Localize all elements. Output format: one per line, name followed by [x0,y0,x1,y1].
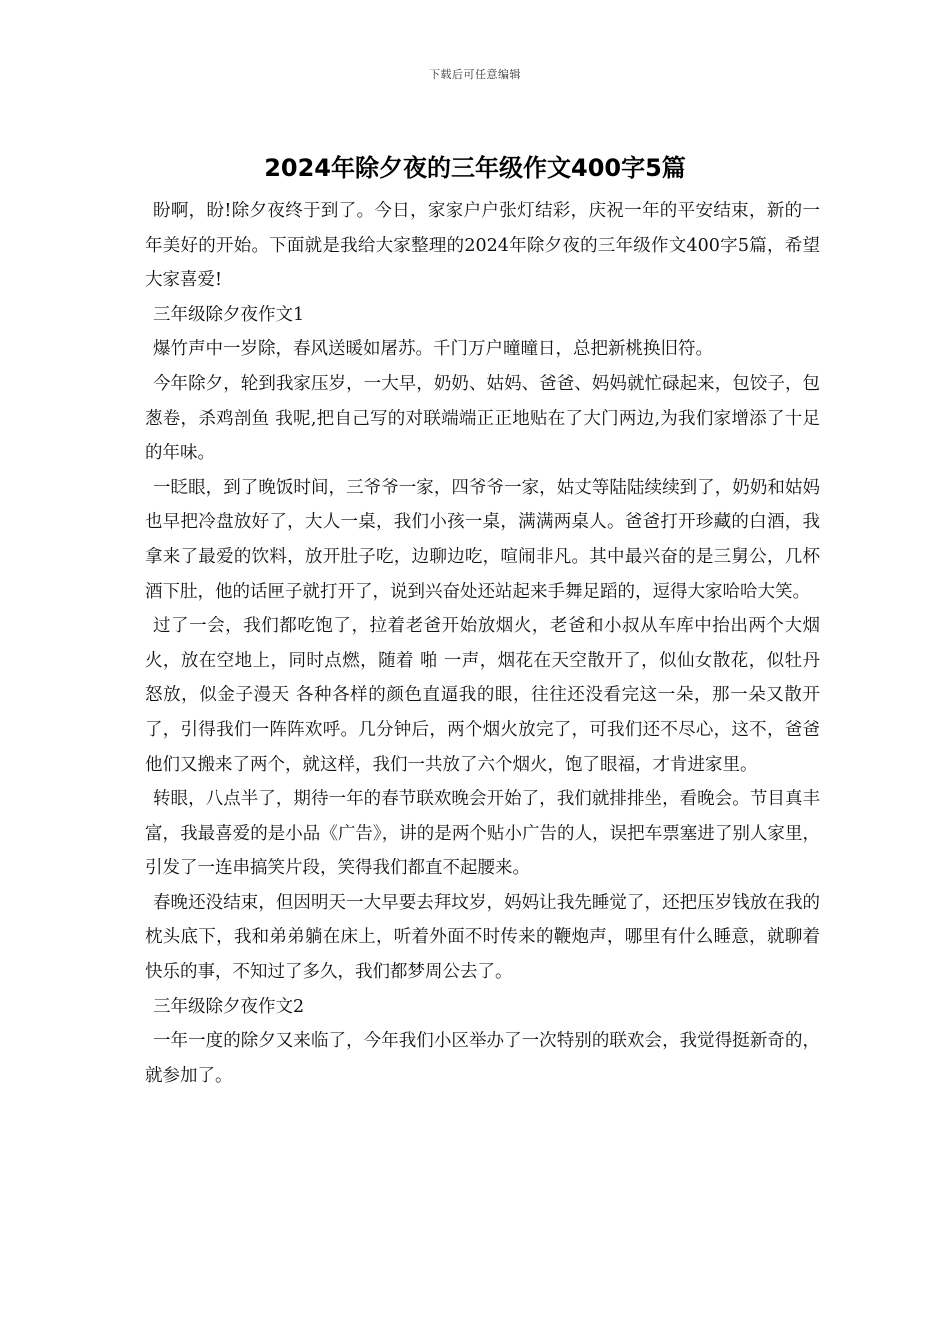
body-paragraph: 春晚还没结束，但因明天一大早要去拜坟岁，妈妈让我先睡觉了，还把压岁钱放在我的枕头底下，我和弟弟躺在床上，听着外面不时传来的鞭炮声，哪里有什么睡意，就聊着快乐的事，不知过了多久，我们都梦周公去了。 [145,892,820,983]
document-title: 2024年除夕夜的三年级作文400字5篇 [264,154,686,182]
body-paragraph: 一眨眼，到了晚饭时间，三爷爷一家，四爷爷一家，姑丈等陆陆续续到了，奶奶和姑妈也早把冷盘放好了，大人一桌，我们小孩一桌，满满两桌人。爸爸打开珍藏的白酒，我拿来了最爱的饮料，放开肚子吃，边聊边吃，喧闹非凡。其中最兴奋的是三舅公，几杯酒下肚，他的话匣子就打开了，说到兴奋处还站起来手舞足蹈的，逗得大家哈哈大笑。 [145,477,820,602]
header-note: 下载后可任意编辑 [429,68,521,81]
body-paragraph: 一年一度的除夕又来临了，今年我们小区举办了一次特别的联欢会，我觉得挺新奇的，就参加了。 [145,1031,820,1086]
body-paragraph: 爆竹声中一岁除，春风送暖如屠苏。千门万户曈曈日，总把新桃换旧符。 [153,339,713,360]
body-paragraph: 过了一会，我们都吃饱了，拉着老爸开始放烟火，老爸和小叔从车库中抬出两个大烟火，放在空地上，同时点燃，随着 啪 一声，烟花在天空散开了，似仙女散花，似牡丹怒放，似金子漫天 各种各样的颜色直逼我的眼，往往还没看完这一朵，那一朵又散开了，引得我们一阵阵欢呼。几分钟后，两个烟火放完了，可我们还不尽心，这不，爸爸他们又搬来了两个，就这样，我们一共放了六个烟火，饱了眼福，才肯进家里。 [145,616,820,775]
document-body [145,194,820,1093]
body-paragraph: 转眼，八点半了，期待一年的春节联欢晚会开始了，我们就排排坐，看晚会。节目真丰富，我最喜爱的是小品《广告》，讲的是两个贴小广告的人，误把车票塞进了别人家里，引发了一连串搞笑片段，笑得我们都直不起腰来。 [145,789,820,879]
body-paragraph: 今年除夕，轮到我家压岁，一大早，奶奶、姑妈、爸爸、妈妈就忙碌起来，包饺子，包葱卷，杀鸡剖鱼 我呢,把自己写的对联端端正正地贴在了大门两边,为我们家增添了十足的年味。 [145,373,820,464]
section-heading-essay-1: 三年级除夕夜作文1 [153,304,305,325]
section-heading-essay-2: 三年级除夕夜作文2 [153,996,305,1017]
intro-paragraph: 盼啊，盼!除夕夜终于到了。今日，家家户户张灯结彩，庆祝一年的平安结束，新的一年美好的开始。下面就是我给大家整理的2024年除夕夜的三年级作文400字5篇，希望大家喜爱! [145,201,820,291]
